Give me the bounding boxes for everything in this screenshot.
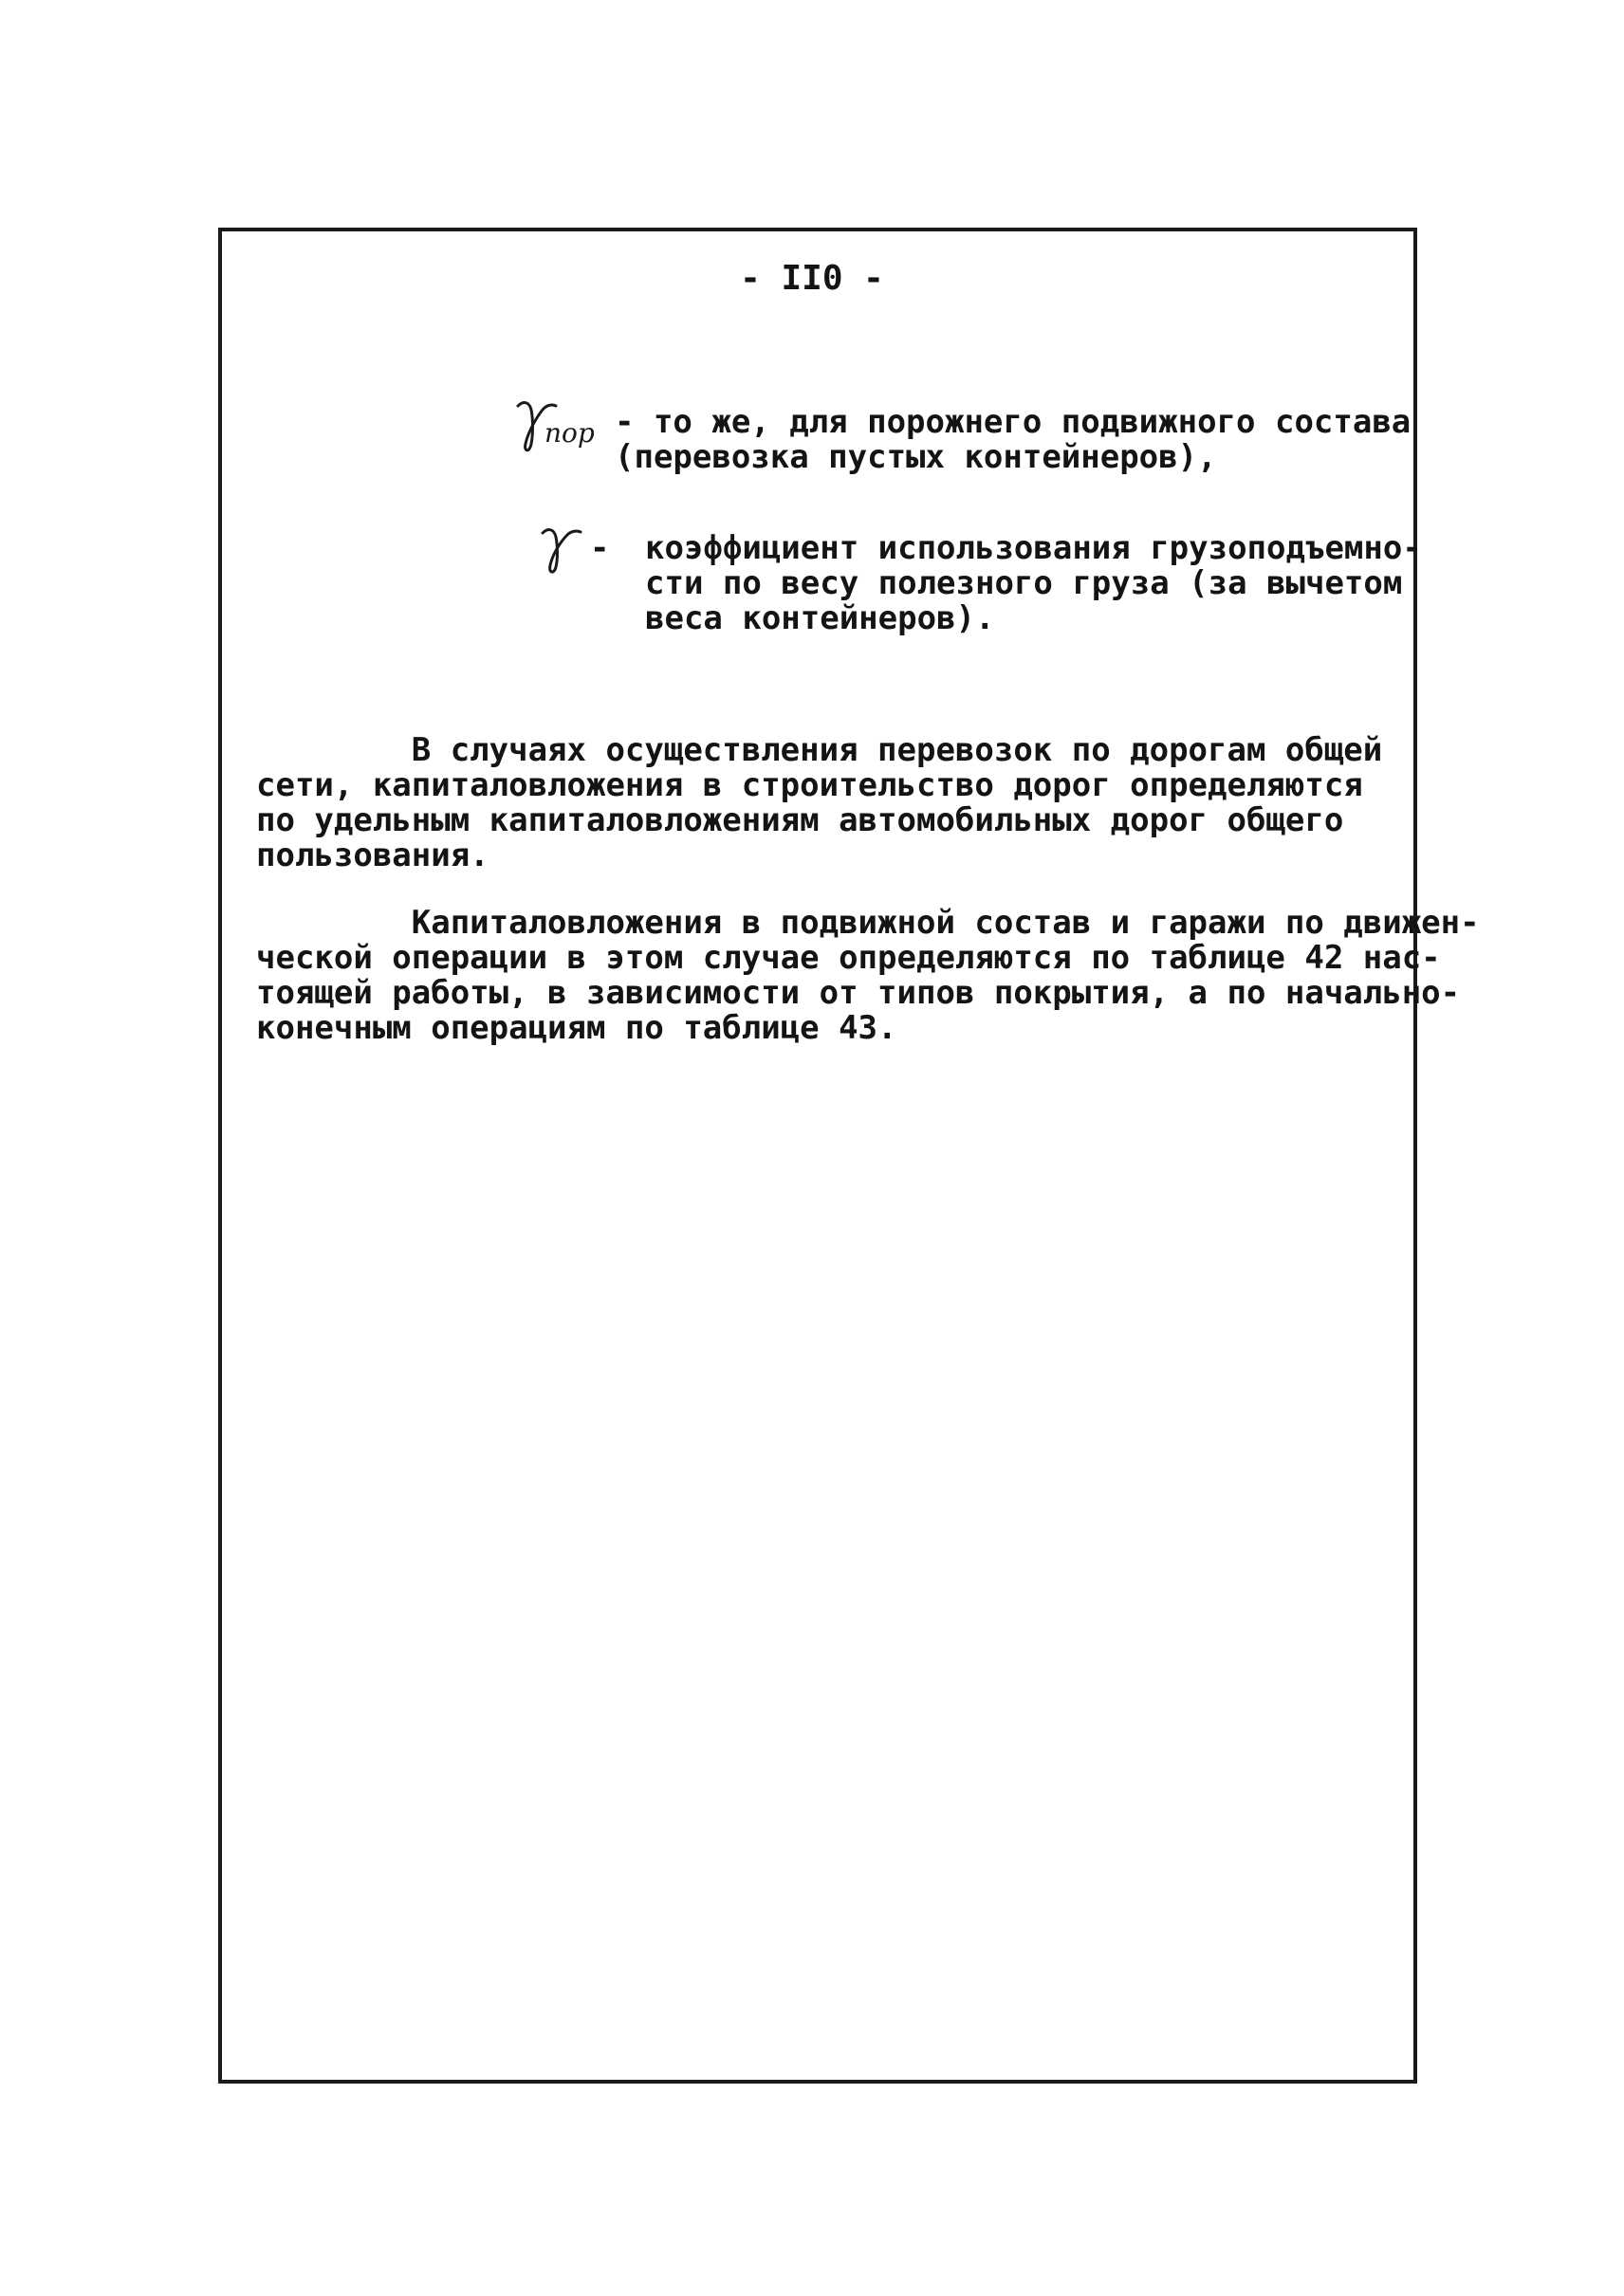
definition-line: - то же, для порожнего подвижного состава bbox=[615, 403, 1412, 441]
paragraph-rolling-stock bbox=[256, 906, 1480, 1046]
definition-line: (перевозка пустых контейнеров), bbox=[615, 438, 1217, 476]
definition-dash: - bbox=[590, 529, 610, 567]
definition-gamma-text bbox=[645, 531, 1422, 636]
paragraph-line: ческой операции в этом случае определяются по таблице 42 нас- bbox=[256, 939, 1441, 977]
gamma-symbol-icon bbox=[537, 522, 594, 579]
paragraph-general-roads bbox=[256, 733, 1382, 873]
paragraph-line: пользования. bbox=[256, 836, 489, 874]
page-number: - II0 - bbox=[740, 259, 884, 298]
definition-line: веса контейнеров). bbox=[645, 599, 995, 637]
paragraph-line: В случаях осуществления перевозок по дорогам общей bbox=[256, 731, 1383, 769]
svg-text:пор: пор bbox=[544, 417, 595, 449]
gamma-por-symbol-icon bbox=[512, 396, 617, 463]
definition-line: сти по весу полезного груза (за вычетом bbox=[645, 564, 1403, 602]
page-border bbox=[218, 228, 1417, 2084]
definition-line: коэффициент использования грузоподъемно- bbox=[645, 529, 1422, 567]
paragraph-line: Капиталовложения в подвижной состав и гаражи по движен- bbox=[256, 904, 1480, 942]
paragraph-line: сети, капиталовложения в строительство дорог определяются bbox=[256, 766, 1363, 804]
paragraph-line: по удельным капиталовложениям автомобильных дорог общего bbox=[256, 801, 1344, 839]
definition-por-text bbox=[615, 405, 1411, 475]
paragraph-line: конечным операциям по таблице 43. bbox=[256, 1009, 897, 1047]
paragraph-line: тоящей работы, в зависимости от типов покрытия, а по начально- bbox=[256, 974, 1461, 1012]
